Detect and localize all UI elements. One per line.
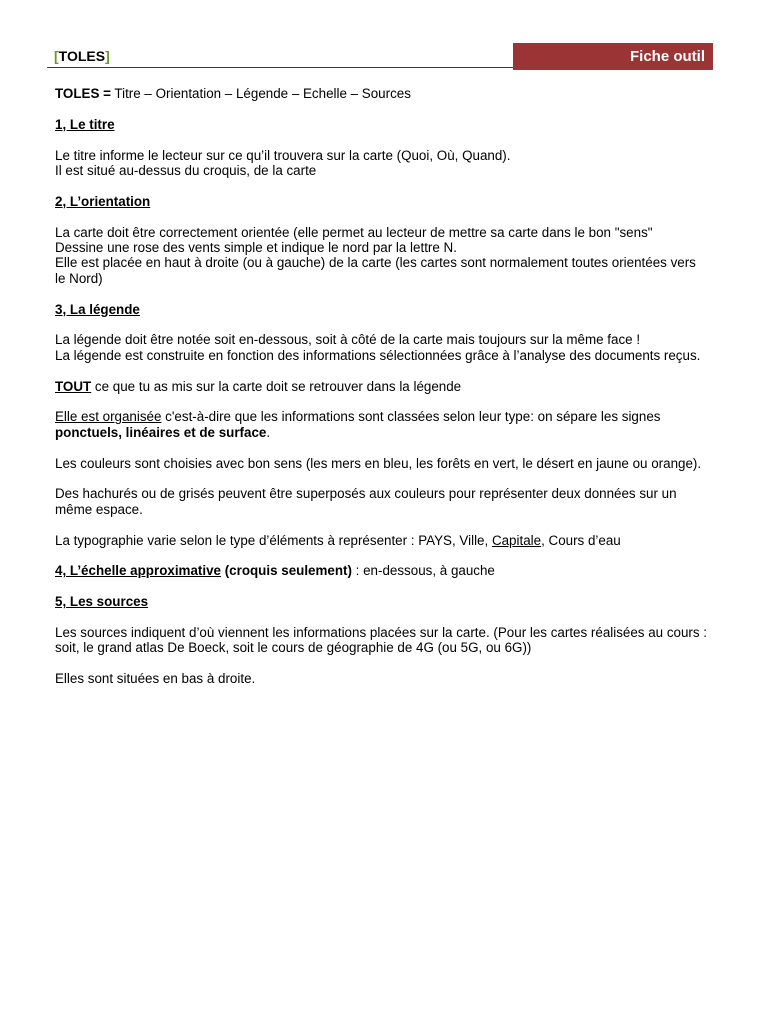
section-sources-heading: 5, Les sources <box>55 594 149 610</box>
tout-text: ce que tu as mis sur la carte doit se retrouver dans la légende <box>91 378 462 394</box>
typography-text: La typographie varie selon le type d’éléments à représenter : PAYS, Ville, <box>55 532 492 548</box>
title-line-2: Il est situé au-dessus du croquis, de la carte <box>55 163 317 178</box>
tout-label: TOUT <box>55 378 92 394</box>
legend-colors-paragraph: Les couleurs sont choisies avec bon sens (les mers en bleu, les forêts en vert, le désert en jaune ou orange). <box>55 455 702 471</box>
typography-capitale: Capitale <box>491 532 542 548</box>
orientation-line-3: Elle est placée en haut à droite (ou à gauche) de la carte (les cartes sont normalement toutes orientées vers le Nord) <box>55 255 696 286</box>
document-body <box>55 86 710 687</box>
header-rule <box>47 67 515 68</box>
section-scale-heading: 4, L’échelle approximative <box>55 563 221 579</box>
section-title-heading: 1, Le titre <box>55 116 115 132</box>
typography-end: , Cours d’eau <box>541 532 621 548</box>
scale-bold: (croquis seulement) <box>220 563 352 579</box>
fiche-outil-badge <box>513 43 713 70</box>
scale-text: : en-dessous, à gauche <box>351 563 495 579</box>
legend-tout-paragraph <box>55 379 710 394</box>
tag-bracket-open: [ <box>54 48 59 64</box>
intro-text: Titre – Orientation – Légende – Echelle – Sources <box>110 86 411 101</box>
legend-hatching-paragraph: Des hachurés ou de grisés peuvent être superposés aux couleurs pour représenter deux données sur un même espace. <box>55 486 677 517</box>
section-legend-heading: 3, La légende <box>55 301 140 317</box>
organisation-label: Elle est organisée <box>55 409 162 425</box>
intro-label: TOLES = <box>55 86 111 101</box>
intro-line <box>55 86 710 101</box>
document-tag <box>54 48 110 64</box>
legend-line-2: La légende est construite en fonction des informations sélectionnées grâce à l’analyse des documents reçus. <box>55 347 701 363</box>
page-header <box>47 42 713 70</box>
orientation-line-2: Dessine une rose des vents simple et indique le nord par la lettre N. <box>55 240 457 255</box>
organisation-bold: ponctuels, linéaires et de surface <box>55 424 267 440</box>
sources-line-1: Les sources indiquent d’où viennent les informations placées sur la carte. (Pour les cartes réalisées au cours : soit, le grand atlas De Boeck, soit le cours de géographie de 4G (ou 5G, ou 6G)) <box>55 625 708 656</box>
section-orientation-heading: 2, L’orientation <box>55 193 151 209</box>
organisation-text: c'est-à-dire que les informations sont classées selon leur type: on sépare les signes <box>161 409 661 425</box>
orientation-line-1: La carte doit être correctement orientée (elle permet au lecteur de mettre sa carte dans le bon "sens" <box>55 224 653 240</box>
legend-typography-paragraph <box>55 533 710 548</box>
sources-line-2: Elles sont situées en bas à droite. <box>55 671 256 687</box>
organisation-end: . <box>266 424 271 440</box>
tag-text: TOLES <box>58 48 106 64</box>
legend-line-1: La légende doit être notée soit en-dessous, soit à côté de la carte mais toujours sur la même face ! <box>55 332 641 348</box>
title-line-1: Le titre informe le lecteur sur ce qu’il trouvera sur la carte (Quoi, Où, Quand). <box>55 147 511 163</box>
fiche-outil-label: Fiche outil <box>630 48 705 65</box>
section-scale-line <box>55 563 710 578</box>
tag-bracket-close: ] <box>105 48 110 64</box>
legend-organisation-paragraph <box>55 409 710 440</box>
